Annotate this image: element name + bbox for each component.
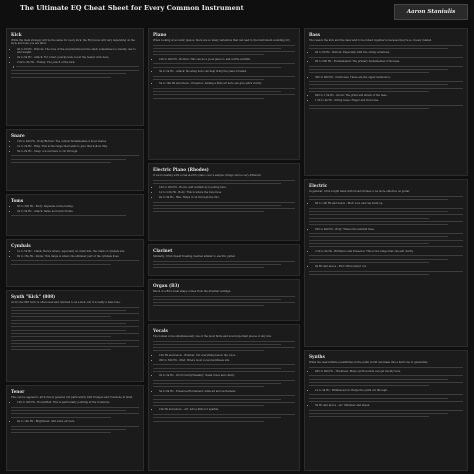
item-list	[309, 228, 463, 231]
item-list	[153, 70, 295, 73]
item-list	[11, 420, 139, 423]
section-synth-kick	[6, 290, 144, 382]
list-item: • 5k to 8k Hz - Snap: A boost here to cut through.	[17, 150, 139, 153]
list-item: • 80 to 100 Hz and below - Mud: Low end can build up.	[315, 202, 463, 205]
section-organ	[148, 279, 300, 321]
item-list	[11, 140, 139, 153]
section-heading: Vocals	[153, 328, 168, 333]
list-item: • 400 to 800 Hz - Thickness: Many synth sounds can get muddy here.	[315, 370, 463, 373]
list-item: • 80 to 200 Hz - Fundamental: The primary fundamental of the bass.	[315, 60, 463, 63]
list-item: • 60 to 300 Hz - Body: Depends on the tuning.	[17, 205, 139, 208]
section-heading: Clavinet	[153, 248, 173, 253]
item-list	[309, 60, 463, 63]
list-item: • 100 Hz and below - Rumble: Cut everything below the voice.	[159, 354, 295, 357]
item-list	[11, 205, 139, 213]
list-item: • 6k Hz and above - Fizz: Often better cut.	[315, 265, 463, 268]
item-list	[309, 76, 463, 79]
list-item: • 10k Hz and above - Air: Add a little for sparkle.	[159, 408, 295, 411]
list-item: • 1k to 2.5k Hz - Body: This is where the tone lives.	[159, 191, 295, 194]
item-list	[11, 401, 139, 404]
section-intro: The reason the kick and the bass tend to be mixed together is because they're so closely related.	[309, 39, 433, 42]
list-item: • 800 to 1.5k Hz - Growl: The grind and attack of the bass.	[315, 94, 463, 97]
section-heading: Piano	[153, 32, 167, 37]
section-intro: While the main strategy will be the same for every kick, the EQ moves will vary depending on the style and tone you are after.	[11, 39, 136, 46]
section-electric	[304, 179, 468, 347]
section-heading: Cymbals	[11, 243, 31, 248]
author-badge: Aaron Staniulis	[394, 4, 468, 20]
item-list	[309, 250, 463, 253]
list-item: • 200 to 400 Hz - Body: Where the warmth lives.	[315, 228, 463, 231]
section-intro: In general, I find a light hand with broad strokes to be more effective on guitar.	[309, 190, 410, 193]
item-list	[309, 94, 463, 102]
item-list	[309, 370, 463, 373]
section-heading: Electric Piano (Rhodes)	[153, 167, 209, 172]
item-list	[309, 51, 463, 54]
list-item: • 3k to 5k Hz - Attack: Boosting here can help bring the piano forward.	[159, 70, 295, 73]
list-item: • 1k to 2k Hz - Ring: This is the range that tends to give that hollow ring.	[17, 145, 139, 148]
section-heading: Synths	[309, 354, 325, 359]
page-title: The Ultimate EQ Cheat Sheet for Every Common Instrument	[20, 4, 244, 12]
section-intro: While the near-infinite possibilities in the synth world can make this a hard one to generalize.	[309, 361, 429, 364]
section-synths	[304, 350, 468, 471]
list-item: • 200 to 500 Hz - Mud: Where most vocal muddiness sits.	[159, 359, 295, 362]
list-item: • 2.5k to 6k Hz - Brilliance and Presence: This is the range that can add clarity.	[315, 250, 463, 253]
list-item: • 4k to 8k Hz - Bite: Helps it cut through the mix.	[159, 196, 295, 199]
list-item: • 300 to 800 Hz - Overtones: These are the upper harmonics.	[315, 76, 463, 79]
list-item: • 40 to 80 Hz - Bottom: The tone of the reverberation in the shell, sometimes too muddy, use to add weight.	[17, 48, 139, 55]
list-item: • 100 to 200 Hz - Bottom: This can be a good place to add a little warmth.	[159, 58, 295, 61]
section-intro: Much of a B3's tonal shape comes from the drawbar settings.	[153, 290, 232, 293]
section-intro: Similarly, I find myself treating clavinet similar to electric guitar.	[153, 255, 236, 258]
item-list	[153, 82, 295, 85]
section-tenor	[6, 385, 144, 471]
section-vocals	[148, 324, 300, 471]
list-item: • 2k to 5k Hz - Word Clarity/Nasality: Nasal tones and clarity.	[159, 374, 295, 377]
section-snare	[6, 129, 144, 191]
section-clavinet	[148, 244, 300, 276]
list-item: • 2k to 5k Hz - Attack: Same as in kick drums.	[17, 210, 139, 213]
list-item: • 5k Hz and above - Air: Shimmer and sheen.	[315, 404, 463, 407]
item-list	[153, 354, 295, 362]
list-item: • 8k to 15k Hz - Sizzle: This range is where the shimmer part of the cymbals lives.	[17, 255, 139, 258]
section-kick	[6, 28, 144, 126]
section-cymbals	[6, 239, 144, 287]
section-heading: Organ (B3)	[153, 283, 180, 288]
section-electric-piano	[148, 163, 300, 241]
list-item: • 100 to 400 Hz - Body/Bottom: The central fundamental of most snares.	[17, 140, 139, 143]
item-list	[153, 58, 295, 61]
item-list	[153, 374, 295, 377]
list-item: • 1k to 3k Hz - Brilliance/Cut: Helps the synth cut through.	[315, 389, 463, 392]
section-heading: Snare	[11, 133, 25, 138]
section-bass	[304, 28, 468, 176]
section-intro: If we're dealing with a real electric piano over a sample, things can be very different.	[153, 174, 262, 177]
item-list	[309, 404, 463, 407]
item-list	[11, 48, 139, 64]
item-list	[153, 408, 295, 411]
section-heading: Toms	[11, 198, 24, 203]
list-item: • 1.5k to 4k Hz - String noise: Finger and fret noise.	[315, 99, 463, 102]
section-heading: Tenor	[11, 389, 25, 394]
section-toms	[6, 194, 144, 236]
list-item: • 4k to 10k Hz - Brightness: Add some air here.	[17, 420, 139, 423]
list-item: • 2k to 6k Hz - Attack: For a fast, punchy kick, boost the beater click here.	[17, 56, 139, 59]
item-list	[153, 186, 295, 199]
item-list	[11, 250, 139, 258]
section-intro: When looking at acoustic pianos, there are so many variations that can lead to the instrument sounding dry.	[153, 39, 291, 42]
list-item: • 100 to 200 Hz - Room: Add warmth by boosting here.	[159, 186, 295, 189]
section-heading: Synth "Kick" (808)	[11, 294, 56, 299]
list-item: • 1k to 5k Hz - Clank: Here's where, especially on crash hits, the clank of cymbals sits.	[17, 250, 139, 253]
section-intro: This can be applied to all horns in general, but particularly with trumpet and trombone in mind.	[11, 396, 134, 399]
item-list	[153, 390, 295, 393]
item-list	[309, 202, 463, 205]
item-list	[309, 265, 463, 268]
section-heading: Electric	[309, 183, 328, 188]
list-item: • 5k to 10k Hz and above - Presence: Adding a little air here can give extra clarity.	[159, 82, 295, 85]
section-intro: The human voice simultaneously one of the most finite and most important pieces of any mix.	[153, 335, 272, 338]
section-intro: At 20, the 808 'kick' is often used and referred to as a kick, but it is really a bass tone.	[11, 301, 121, 304]
list-item: • 40 to 80 Hz - Bottom: Especially with five string variations.	[315, 51, 463, 54]
header	[0, 0, 474, 26]
list-item: • 100 to 300 Hz - Room/Mud: This is particularly pointing at the trombone.	[17, 401, 139, 404]
list-item: • 5k to 8k Hz - Presence/Excitement: Adds air and excitement.	[159, 390, 295, 393]
item-list	[309, 389, 463, 392]
section-piano	[148, 28, 300, 160]
list-item: • 2.5k to 6k Hz - Thump: The punch of the kick.	[17, 61, 139, 64]
section-heading: Bass	[309, 32, 320, 37]
section-heading: Kick	[11, 32, 22, 37]
